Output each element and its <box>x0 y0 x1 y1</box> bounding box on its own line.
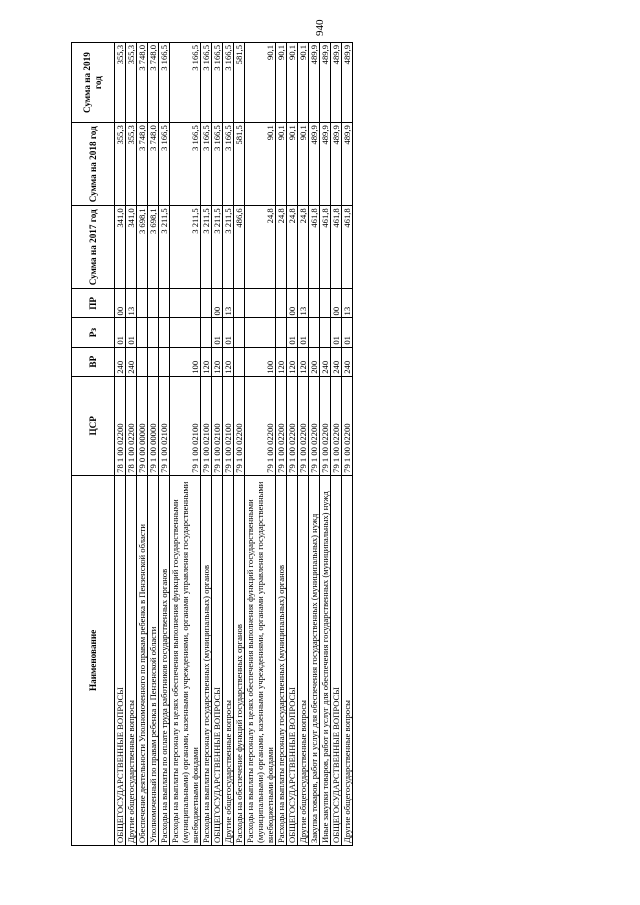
cell-csr: 79 1 00 02200 <box>276 376 287 475</box>
cell-csr: 79 1 00 02100 <box>212 376 223 475</box>
cell-sum-2019: 3 748,0 <box>148 43 159 123</box>
cell-rz <box>320 318 331 347</box>
table-row <box>170 43 201 846</box>
cell-name: ОБЩЕГОСУДАРСТВЕННЫЕ ВОПРОСЫ <box>287 475 298 845</box>
cell-name: ОБЩЕГОСУДАРСТВЕННЫЕ ВОПРОСЫ <box>331 475 342 845</box>
cell-csr: 78 1 00 02200 <box>126 376 137 475</box>
cell-sum-2017: 24,8 <box>287 206 298 289</box>
cell-pr: 13 <box>223 289 234 318</box>
cell-vr: 120 <box>287 347 298 376</box>
table-row <box>287 43 298 846</box>
cell-pr: 00 <box>331 289 342 318</box>
cell-vr <box>137 347 148 376</box>
cell-rz: 01 <box>223 318 234 347</box>
cell-rz <box>148 318 159 347</box>
cell-sum-2019: 3 166,5 <box>223 43 234 123</box>
cell-sum-2018: 3 166,5 <box>170 123 201 206</box>
cell-name: Другие общегосударственные вопросы <box>126 475 137 845</box>
table-row <box>276 43 287 846</box>
cell-vr: 100 <box>245 347 276 376</box>
cell-pr: 00 <box>212 289 223 318</box>
cell-csr: 79 1 00 02200 <box>234 376 245 475</box>
cell-pr: 13 <box>126 289 137 318</box>
cell-sum-2019: 3 166,5 <box>159 43 170 123</box>
cell-sum-2017: 24,8 <box>276 206 287 289</box>
cell-name: Другие общегосударственные вопросы <box>342 475 353 845</box>
cell-sum-2019: 581,5 <box>234 43 245 123</box>
cell-sum-2019: 3 748,0 <box>137 43 148 123</box>
cell-sum-2019: 3 166,5 <box>201 43 212 123</box>
cell-name: Расходы на выплаты персоналу государственных (муниципальных) органов <box>276 475 287 845</box>
cell-pr <box>234 289 245 318</box>
cell-vr: 100 <box>170 347 201 376</box>
cell-rz: 01 <box>342 318 353 347</box>
table-row <box>115 43 126 846</box>
cell-sum-2019: 355,3 <box>115 43 126 123</box>
table-row <box>223 43 234 846</box>
cell-rz: 01 <box>126 318 137 347</box>
cell-sum-2017: 486,6 <box>234 206 245 289</box>
cell-name: Другие общегосударственные вопросы <box>223 475 234 845</box>
cell-name: Иные закупки товаров, работ и услуг для обеспечения государственных (муниципальных) нужд <box>320 475 331 845</box>
cell-sum-2018: 90,1 <box>287 123 298 206</box>
cell-sum-2019: 489,9 <box>309 43 320 123</box>
cell-vr <box>234 347 245 376</box>
cell-sum-2019: 3 166,5 <box>170 43 201 123</box>
cell-sum-2017: 461,8 <box>320 206 331 289</box>
cell-pr <box>320 289 331 318</box>
cell-sum-2019: 489,9 <box>320 43 331 123</box>
cell-sum-2018: 3 166,5 <box>159 123 170 206</box>
cell-csr: 79 1 00 02200 <box>331 376 342 475</box>
cell-rz <box>137 318 148 347</box>
cell-vr: 120 <box>201 347 212 376</box>
cell-sum-2019: 355,3 <box>126 43 137 123</box>
table-row <box>212 43 223 846</box>
cell-sum-2017: 3 698,1 <box>137 206 148 289</box>
cell-vr: 240 <box>126 347 137 376</box>
table-row <box>342 43 353 846</box>
cell-sum-2017: 3 211,5 <box>159 206 170 289</box>
table-row <box>137 43 148 846</box>
cell-sum-2017: 3 211,5 <box>170 206 201 289</box>
page-number: 940 <box>314 19 326 36</box>
cell-csr: 79 1 00 02100 <box>223 376 234 475</box>
header-sum-2019: Сумма на 2019 год <box>72 43 115 123</box>
cell-vr <box>159 347 170 376</box>
cell-rz <box>245 318 276 347</box>
cell-sum-2017: 341,0 <box>126 206 137 289</box>
cell-pr <box>137 289 148 318</box>
cell-sum-2018: 581,5 <box>234 123 245 206</box>
cell-vr: 240 <box>115 347 126 376</box>
cell-pr <box>148 289 159 318</box>
cell-sum-2017: 461,8 <box>309 206 320 289</box>
table-row <box>298 43 309 846</box>
cell-name: Другие общегосударственные вопросы <box>298 475 309 845</box>
header-name: Наименование <box>72 475 115 845</box>
cell-sum-2018: 355,3 <box>115 123 126 206</box>
cell-sum-2017: 3 211,5 <box>201 206 212 289</box>
cell-pr: 13 <box>342 289 353 318</box>
cell-sum-2018: 489,9 <box>342 123 353 206</box>
cell-name: ОБЩЕГОСУДАРСТВЕННЫЕ ВОПРОСЫ <box>212 475 223 845</box>
header-sum-2017: Сумма на 2017 год <box>72 206 115 289</box>
cell-rz: 01 <box>298 318 309 347</box>
cell-name: ОБЩЕГОСУДАРСТВЕННЫЕ ВОПРОСЫ <box>115 475 126 845</box>
cell-csr: 78 1 00 02200 <box>115 376 126 475</box>
cell-sum-2018: 3 166,5 <box>201 123 212 206</box>
cell-rz <box>201 318 212 347</box>
cell-name: Обеспечение деятельности Уполномоченного по правам ребенка в Пензенской области <box>137 475 148 845</box>
cell-name: Закупка товаров, работ и услуг для обеспечения государственных (муниципальных) нужд <box>309 475 320 845</box>
cell-csr: 79 1 00 02200 <box>320 376 331 475</box>
cell-sum-2017: 3 211,5 <box>212 206 223 289</box>
budget-table-container <box>71 42 569 846</box>
cell-vr <box>148 347 159 376</box>
cell-pr <box>170 289 201 318</box>
cell-sum-2019: 90,1 <box>287 43 298 123</box>
cell-pr <box>245 289 276 318</box>
cell-rz <box>159 318 170 347</box>
cell-name: Расходы на выплаты персоналу государственных (муниципальных) органов <box>201 475 212 845</box>
cell-sum-2019: 489,9 <box>342 43 353 123</box>
header-pr: ПР <box>72 289 115 318</box>
cell-sum-2018: 3 748,0 <box>148 123 159 206</box>
cell-csr: 79 1 00 02100 <box>170 376 201 475</box>
table-row <box>245 43 276 846</box>
cell-name: Расходы на обеспечение функций государственных органов <box>234 475 245 845</box>
cell-vr: 240 <box>342 347 353 376</box>
cell-rz: 01 <box>212 318 223 347</box>
header-sum-2018: Сумма на 2018 год <box>72 123 115 206</box>
cell-pr: 13 <box>298 289 309 318</box>
cell-sum-2018: 90,1 <box>298 123 309 206</box>
cell-name: Расходы на выплаты персоналу в целях обеспечения выполнения функций государственными (муниципальными) органами, казенными учреждениями, органами управления государственными внебюджетными фондами <box>245 475 276 845</box>
cell-sum-2018: 489,9 <box>309 123 320 206</box>
cell-sum-2018: 489,9 <box>320 123 331 206</box>
cell-sum-2017: 461,8 <box>331 206 342 289</box>
cell-pr: 00 <box>115 289 126 318</box>
budget-table <box>71 42 353 846</box>
cell-csr: 79 1 00 00000 <box>148 376 159 475</box>
cell-vr: 120 <box>298 347 309 376</box>
table-row <box>331 43 342 846</box>
cell-csr: 79 1 00 02200 <box>309 376 320 475</box>
cell-sum-2019: 90,1 <box>276 43 287 123</box>
header-vr: ВР <box>72 347 115 376</box>
cell-sum-2019: 3 166,5 <box>212 43 223 123</box>
cell-sum-2018: 489,9 <box>331 123 342 206</box>
table-row <box>126 43 137 846</box>
cell-csr: 79 1 00 02200 <box>342 376 353 475</box>
cell-rz: 01 <box>331 318 342 347</box>
cell-name: Уполномоченный по правам ребенка в Пензенской области <box>148 475 159 845</box>
cell-csr: 79 0 00 00000 <box>137 376 148 475</box>
cell-vr: 200 <box>309 347 320 376</box>
cell-rz <box>234 318 245 347</box>
cell-pr <box>276 289 287 318</box>
table-body <box>115 43 353 846</box>
cell-sum-2018: 90,1 <box>245 123 276 206</box>
table-row <box>148 43 159 846</box>
cell-sum-2017: 341,0 <box>115 206 126 289</box>
header-rz: Рз <box>72 318 115 347</box>
table-row <box>234 43 245 846</box>
cell-rz: 01 <box>287 318 298 347</box>
table-header-row <box>72 43 115 846</box>
table-row <box>159 43 170 846</box>
cell-sum-2018: 355,3 <box>126 123 137 206</box>
table-row <box>201 43 212 846</box>
cell-vr: 120 <box>276 347 287 376</box>
table-row <box>320 43 331 846</box>
cell-csr: 79 1 00 02200 <box>245 376 276 475</box>
cell-rz <box>309 318 320 347</box>
cell-pr: 00 <box>287 289 298 318</box>
cell-sum-2018: 3 748,0 <box>137 123 148 206</box>
cell-pr <box>309 289 320 318</box>
cell-sum-2018: 3 166,5 <box>212 123 223 206</box>
cell-sum-2019: 90,1 <box>245 43 276 123</box>
cell-vr: 120 <box>223 347 234 376</box>
cell-sum-2018: 90,1 <box>276 123 287 206</box>
cell-pr <box>201 289 212 318</box>
cell-sum-2017: 24,8 <box>298 206 309 289</box>
cell-sum-2019: 90,1 <box>298 43 309 123</box>
cell-sum-2017: 461,8 <box>342 206 353 289</box>
cell-vr: 240 <box>331 347 342 376</box>
cell-sum-2018: 3 166,5 <box>223 123 234 206</box>
cell-csr: 79 1 00 02100 <box>159 376 170 475</box>
cell-pr <box>159 289 170 318</box>
cell-rz <box>276 318 287 347</box>
cell-csr: 79 1 00 02200 <box>287 376 298 475</box>
cell-sum-2019: 489,9 <box>331 43 342 123</box>
cell-name: Расходы на выплаты персоналу в целях обеспечения выполнения функций государственными (муниципальными) органами, казенными учреждениями, органами управления государственными внебюджетными фондами <box>170 475 201 845</box>
header-csr: ЦСР <box>72 376 115 475</box>
table-row <box>309 43 320 846</box>
cell-sum-2017: 24,8 <box>245 206 276 289</box>
cell-rz: 01 <box>115 318 126 347</box>
cell-rz <box>170 318 201 347</box>
cell-sum-2017: 3 698,1 <box>148 206 159 289</box>
cell-vr: 120 <box>212 347 223 376</box>
cell-name: Расходы на выплаты по оплате труда работников государственных органов <box>159 475 170 845</box>
cell-vr: 240 <box>320 347 331 376</box>
cell-csr: 79 1 00 02200 <box>298 376 309 475</box>
cell-sum-2017: 3 211,5 <box>223 206 234 289</box>
cell-csr: 79 1 00 02100 <box>201 376 212 475</box>
